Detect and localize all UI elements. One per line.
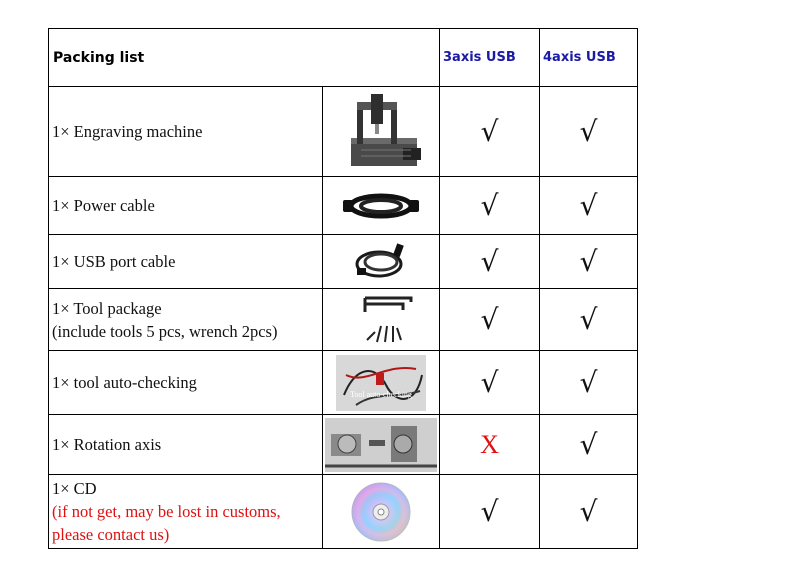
item-name: 1× Tool package	[52, 298, 162, 318]
item-name: 1× USB port cable	[52, 252, 176, 271]
check-mark-icon: √	[579, 495, 598, 528]
item-image-cell	[323, 235, 440, 289]
packing-list-title: Packing list	[49, 29, 440, 87]
check-mark-icon: √	[579, 366, 598, 399]
item-note: (include tools 5 pcs, wrench 2pcs)	[52, 321, 278, 341]
item-name: 1× Power cable	[52, 196, 155, 215]
check-mark-icon: √	[480, 189, 499, 222]
mark-4axis	[540, 475, 638, 549]
table-row	[49, 87, 638, 177]
item-image-cell	[323, 351, 440, 415]
mark-4axis	[540, 87, 638, 177]
item-name: 1× CD	[52, 479, 97, 498]
mark-4axis	[540, 351, 638, 415]
mark-3axis	[440, 475, 540, 549]
mark-3axis	[440, 289, 540, 351]
mark-3axis	[440, 351, 540, 415]
check-mark-icon: √	[579, 303, 598, 336]
mark-3axis	[440, 87, 540, 177]
check-mark-icon: √	[480, 366, 499, 399]
check-mark-icon: √	[480, 115, 499, 148]
item-image-cell	[323, 289, 440, 351]
item-description	[49, 415, 323, 475]
item-image-cell	[323, 177, 440, 235]
item-note: (if not get, may be lost in customs,	[52, 502, 281, 521]
rotation-axis-photo	[325, 418, 437, 472]
mark-3axis	[440, 415, 540, 475]
table-row	[49, 351, 638, 415]
table-row	[49, 177, 638, 235]
mark-4axis	[540, 415, 638, 475]
table-row	[49, 415, 638, 475]
check-mark-icon: √	[480, 495, 499, 528]
check-mark-icon: √	[480, 245, 499, 278]
mark-4axis	[540, 177, 638, 235]
table-row	[49, 289, 638, 351]
power-cable-photo	[331, 186, 431, 226]
check-mark-icon: √	[579, 428, 598, 461]
item-description	[49, 289, 323, 351]
check-mark-icon: √	[579, 245, 598, 278]
mark-3axis	[440, 235, 540, 289]
check-mark-icon: √	[480, 303, 499, 336]
column-header-4axis: 4axis USB	[540, 29, 638, 87]
item-image-cell	[323, 475, 440, 549]
engraving-machine-photo	[331, 90, 431, 174]
item-name: 1× Rotation axis	[52, 435, 162, 454]
table-row	[49, 235, 638, 289]
tool-auto-checking-photo	[336, 355, 426, 411]
item-description	[49, 87, 323, 177]
item-description	[49, 475, 323, 549]
tool-package-photo	[331, 292, 431, 348]
mark-3axis	[440, 177, 540, 235]
table-row	[49, 475, 638, 549]
item-name: 1× Engraving machine	[52, 122, 203, 141]
item-image-cell	[323, 87, 440, 177]
item-name: 1× tool auto-checking	[52, 373, 197, 392]
column-header-3axis: 3axis USB	[440, 29, 540, 87]
item-description	[49, 235, 323, 289]
cd-disc-photo	[349, 480, 413, 544]
check-mark-icon: √	[579, 189, 598, 222]
check-mark-icon: √	[579, 115, 598, 148]
item-note: please contact us)	[52, 525, 170, 544]
packing-list-table	[48, 28, 638, 549]
item-image-cell	[323, 415, 440, 475]
usb-cable-photo	[331, 240, 431, 284]
item-description	[49, 177, 323, 235]
cross-mark-icon: X	[480, 429, 499, 459]
item-description	[49, 351, 323, 415]
tool-auto-checking-caption: Tool auto-checking	[350, 389, 412, 399]
mark-4axis	[540, 289, 638, 351]
header-row	[49, 29, 638, 87]
mark-4axis	[540, 235, 638, 289]
